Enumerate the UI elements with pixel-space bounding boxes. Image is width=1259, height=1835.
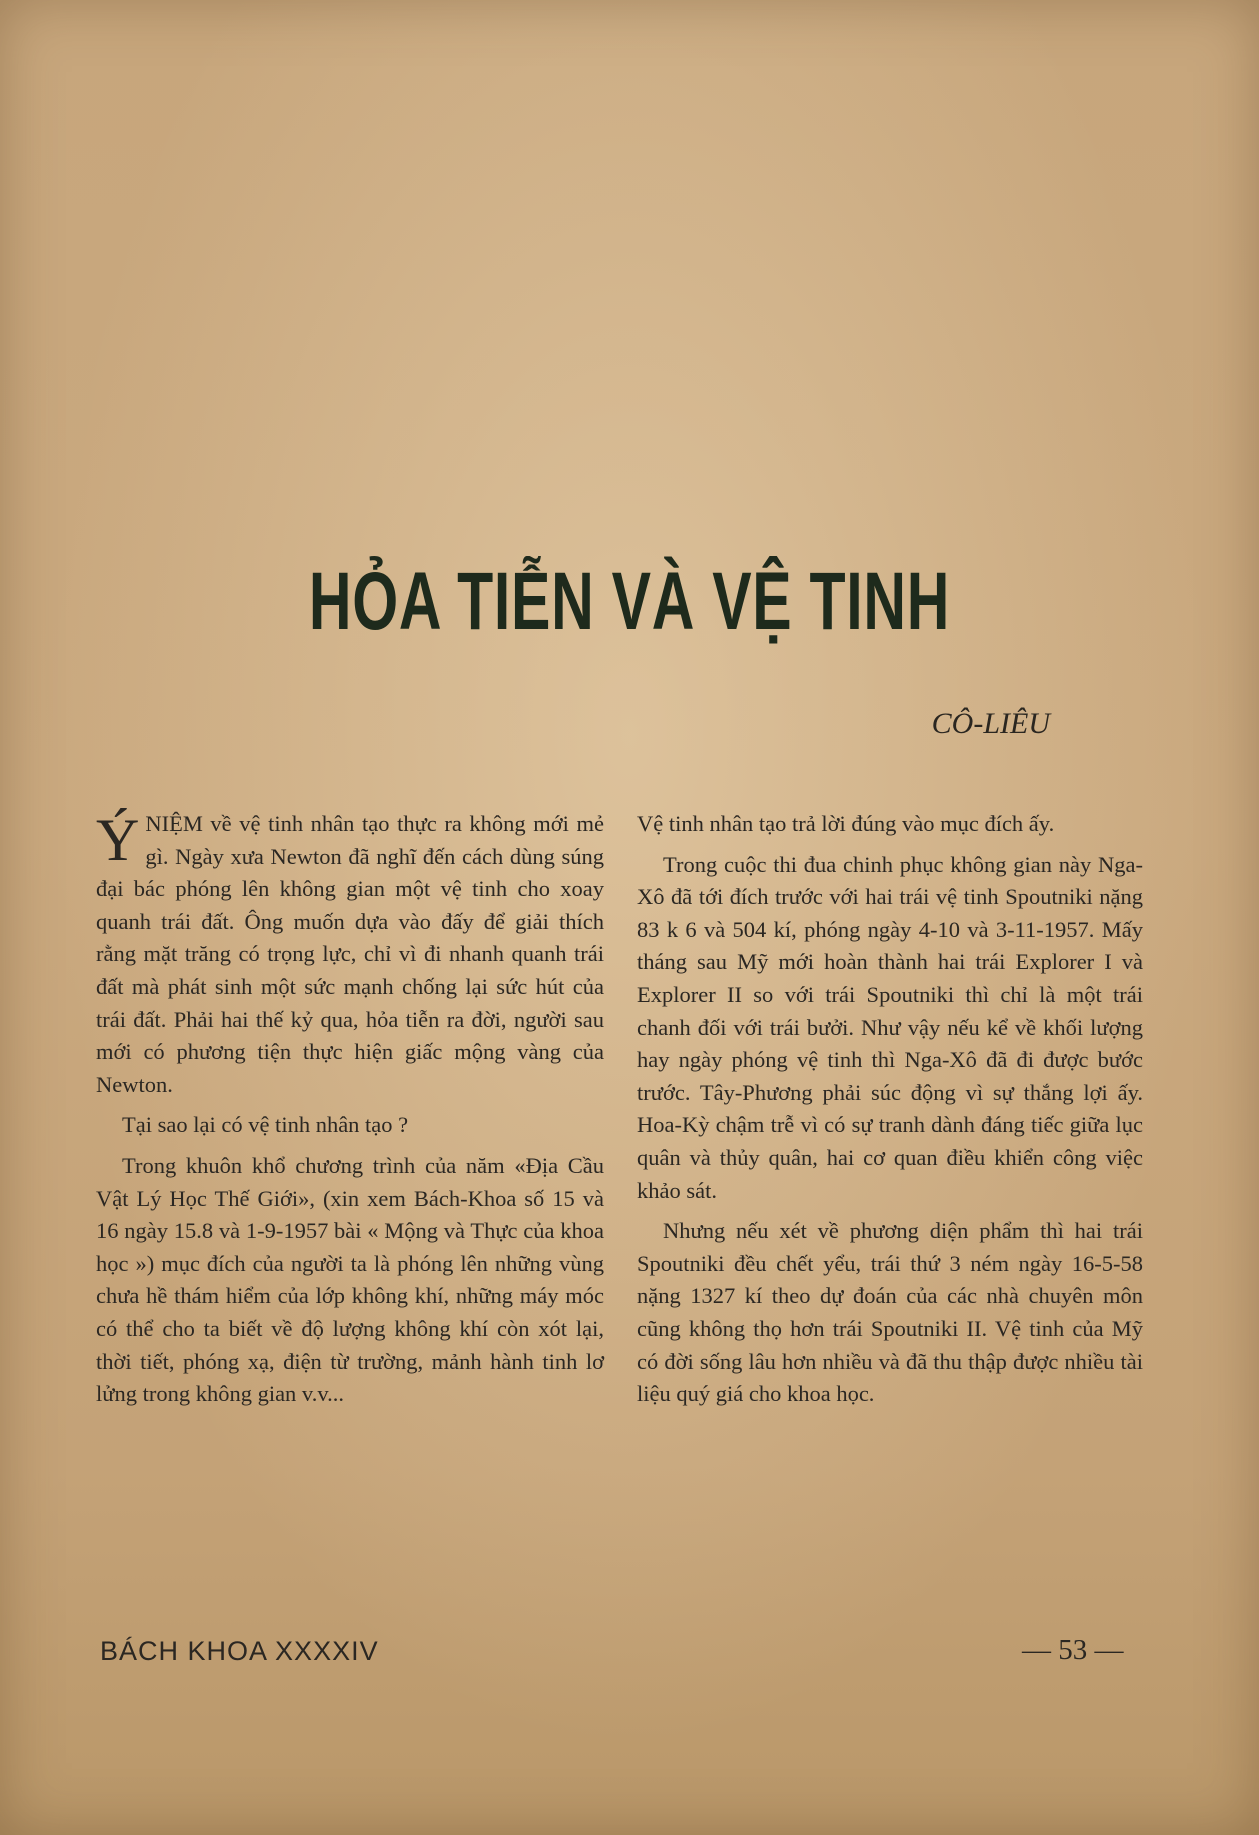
paragraph: Trong khuôn khổ chương trình của năm «Địa Cầu Vật Lý Học Thế Giới», (xin xem Bách-Khoa số 15 và 16 ngày 15.8 và 1-9-1957 bài « Mộng và Thực của khoa học ») mục đích của người ta là phóng lên những vùng chưa hề thám hiểm của lớp không khí, những máy móc có thể cho ta biết về độ lượng không khí còn xót lại, thời tiết, phóng xạ, điện từ trường, mảnh hành tinh lơ lửng trong không gian v.v... <box>96 1152 604 1407</box>
page-number: — 53 — <box>1022 1634 1124 1666</box>
article-author: CÔ-LIÊU <box>931 707 1050 740</box>
paragraph: Nhưng nếu xét về phương diện phẩm thì hai trái Spoutniki đều chết yểu, trái thứ 3 ném ngày 16-5-58 nặng 1327 kí theo dự đoán của các nhà chuyên môn cũng không thọ hơn trái Spoutniki II. Vệ tinh của Mỹ có đời sống lâu hơn nhiều và đã thu thập được nhiều tài liệu quý giá cho khoa học. <box>637 1218 1143 1407</box>
paragraph: Tại sao lại có vệ tinh nhân tạo ? <box>122 1112 409 1138</box>
article-title: HỎA TIỄN VÀ VỆ TINH <box>308 556 951 647</box>
paragraph: Vệ tinh nhân tạo trả lời đúng vào mục đích ấy. <box>637 811 1055 836</box>
drop-cap: Ý <box>96 807 140 873</box>
publication-name: BÁCH KHOA XXXXIV <box>100 1636 379 1666</box>
left-column <box>96 808 604 1411</box>
paragraph-text: NIỆM về vệ tinh nhân tạo thực ra không mới mẻ gì. Ngày xưa Newton đã nghĩ đến cách dùng súng đại bác phóng lên không gian một vệ tinh cho xoay quanh trái đất. Ông muốn dựa vào đấy để giải thích rằng mặt trăng có trọng lực, chỉ vì đi nhanh quanh trái đất mà phát sinh một sức mạnh chống lại sức hút của trái đất. Phải hai thế kỷ qua, hỏa tiễn ra đời, người sau mới có phương tiện thực hiện giấc mộng vàng của Newton. <box>96 811 604 1097</box>
paragraph: Trong cuộc thi đua chinh phục không gian này Nga-Xô đã tới đích trước với hai trái vệ tinh Spoutniki nặng 83 k 6 và 504 kí, phóng ngày 4-10 và 3-11-1957. Mấy tháng sau Mỹ mới hoàn thành hai trái Explorer I và Explorer II so với trái Spoutniki thì chỉ là một trái chanh đối với trái bưởi. Như vậy nếu kể về khối lượng hay ngày phóng vệ tinh thì Nga-Xô đã đi được bước trước. Tây-Phương phải súc động vì sự thắng lợi ấy. Hoa-Kỳ chậm trễ vì có sự tranh dành đáng tiếc giữa lục quân và thủy quân, hai cơ quan điều khiển công việc khảo sát. <box>637 851 1143 1203</box>
paragraph <box>96 808 604 1101</box>
right-column <box>637 808 1143 1411</box>
